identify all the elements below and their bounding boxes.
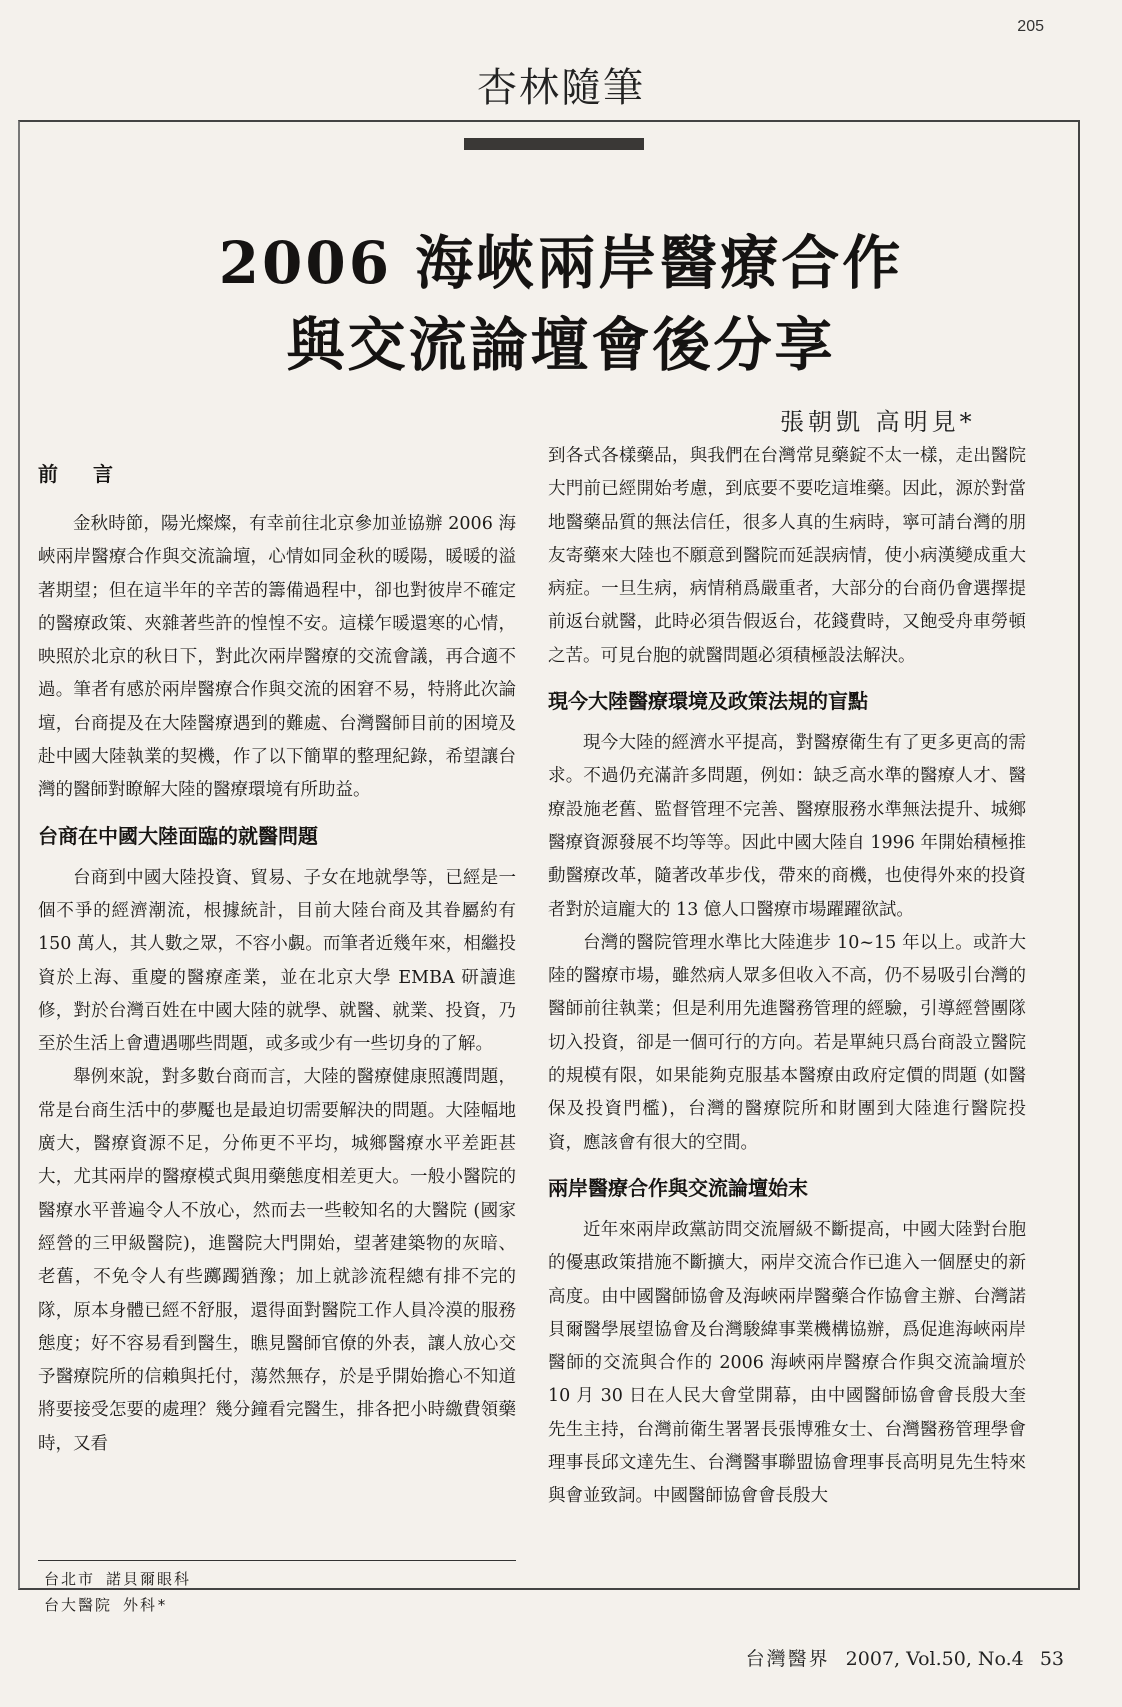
paragraph: 近年來兩岸政黨訪問交流層級不斷提高，中國大陸對台胞的優惠政策措施不斷擴大，兩岸交流合作已進入一個歷史的新高度。由中國醫師協會及海峽兩岸醫藥合作協會主辦、台灣諾貝爾醫學展望協會及台灣駿緯事業機構協辦，爲促進海峽兩岸醫師的交流與合作的 2006 海峽兩岸醫療合作與交流論壇於 10 月 30 日在人民大會堂開幕，由中國醫師協會會長殷大奎先生主持，台灣前衛生署署長張博雅女士、台灣醫務管理學會理事長邱文達先生、台灣醫事聯盟協會理事長高明見先生特來與會並致詞。中國醫師協會會長殷大 bbox=[548, 1219, 1026, 1507]
title-line-1: 2006 海峽兩岸醫療合作 bbox=[218, 229, 904, 297]
authors: 張朝凱 高明見* bbox=[780, 408, 976, 436]
page-footer bbox=[746, 1644, 1064, 1671]
footnotes bbox=[44, 1566, 191, 1618]
section-heading: 杏林隨筆 bbox=[477, 65, 645, 111]
footnote-affiliation-2: 台大醫院 外科* bbox=[44, 1596, 169, 1614]
heading-intro: 前 言 bbox=[38, 462, 127, 486]
title-line-2: 與交流論壇會後分享 bbox=[286, 311, 836, 379]
paragraph: 台商到中國大陸投資、貿易、子女在地就學等，已經是一個不爭的經濟潮流，根據統計，目前大陸台商及其眷屬約有 150 萬人，其人數之眾，不容小覷。而筆者近幾年來，相繼投資於上海、重慶的醫療產業，並在北京大學 EMBA 研讀進修，對於台灣百姓在中國大陸的就學、就醫、就業、投資，乃至於生活上會遭遇哪些問題，或多或少有一些切身的了解。 bbox=[38, 867, 516, 1055]
page-number-top: 205 bbox=[1017, 18, 1044, 35]
journal-name: 台灣醫界 bbox=[745, 1648, 830, 1670]
paragraph: 現今大陸的經濟水平提高，對醫療衛生有了更多更高的需求。不過仍充滿許多問題，例如：缺乏高水準的醫療人才、醫療設施老舊、監督管理不完善、醫療服務水準無法提升、城鄉醫療資源發展不均等等。因此中國大陸自 1996 年開始積極推動醫療改革，隨著改革步伐，帶來的商機，也使得外來的投資者對於這龐大的 13 億人口醫療市場躍躍欲試。 bbox=[548, 733, 1026, 920]
page-number-bottom: 53 bbox=[1039, 1648, 1064, 1670]
paragraph-continued: 到各式各樣藥品，與我們在台灣常見藥錠不太一樣，走出醫院大門前已經開始考慮，到底要不要吃這堆藥。因此，源於對當地醫藥品質的無法信任，很多人真的生病時，寧可請台灣的朋友寄藥來大陸也不願意到醫院而延誤病情，使小病漢變成重大病症。一旦生病，病情稍爲嚴重者，大部分的台商仍會選擇提前返台就醫，此時必須告假返台，花錢費時，又飽受舟車勞頓之苦。可見台胞的就醫問題必須積極設法解決。 bbox=[548, 446, 1026, 666]
issue-info: 2007, Vol.50, No.4 bbox=[845, 1648, 1024, 1670]
article-title bbox=[0, 222, 1122, 386]
heading-blind-spots: 現今大陸醫療環境及政策法規的盲點 bbox=[548, 689, 868, 714]
paragraph: 舉例來說，對多數台商而言，大陸的醫療健康照護問題，常是台商生活中的夢魘也是最迫切需要解決的問題。大陸幅地廣大，醫療資源不足，分佈更不平均，城鄉醫療水平差距甚大，尤其兩岸的醫療模式與用藥態度相差更大。一般小醫院的醫療水平普遍令人不放心，然而去一些較知名的大醫院 (國家經營的三甲級醫院)，進醫院大門開始，望著建築物的灰暗、老舊，不免令人有些躑躅猶豫；加上就診流程總有排不完的隊，原本身體已經不舒服，還得面對醫院工作人員冷漠的服務態度；好不容易看到醫生，瞧見醫師官僚的外表，讓人放心交予醫療院所的信賴與托付，蕩然無存，於是乎開始擔心不知道將要接受怎要的處理？幾分鐘看完醫生，排各把小時繳費領藥時，又看 bbox=[38, 1067, 516, 1454]
left-column bbox=[38, 458, 516, 1461]
heading-forum: 兩岸醫療合作與交流論壇始末 bbox=[548, 1175, 808, 1200]
footnote-rule bbox=[38, 1560, 516, 1561]
intro-paragraph: 金秋時節，陽光燦燦，有幸前往北京參加並協辦 2006 海峽兩岸醫療合作與交流論壇，心情如同金秋的暖陽，暖暖的溢著期望；但在這半年的辛苦的籌備過程中，卻也對彼岸不確定的醫療政策、夾雜著些許的惶惶不安。這樣乍暖還寒的心情，映照於北京的秋日下，對此次兩岸醫療的交流會議，再合適不過。筆者有感於兩岸醫療合作與交流的困窘不易，特將此次論壇，台商提及在大陸醫療遇到的難處、台灣醫師目前的困境及赴中國大陸執業的契機，作了以下簡單的整理紀錄，希望讓台灣的醫師對瞭解大陸的醫療環境有所助益。 bbox=[38, 514, 516, 801]
heading-taishang: 台商在中國大陸面臨的就醫問題 bbox=[38, 823, 318, 848]
footnote-affiliation-1: 台北市 諾貝爾眼科 bbox=[44, 1570, 192, 1588]
paragraph: 台灣的醫院管理水準比大陸進步 10~15 年以上。或許大陸的醫療市場，雖然病人眾多但收入不高，仍不易吸引台灣的醫師前往執業；但是利用先進醫務管理的經驗，引導經營團隊切入投資，卻是一個可行的方向。若是單純只爲台商設立醫院的規模有限，如果能夠克服基本醫療由政府定價的問題 (如醫保及投資門檻)，台灣的醫療院所和財團到大陸進行醫院投資，應該會有很大的空間。 bbox=[548, 932, 1026, 1153]
right-column bbox=[548, 440, 1026, 1514]
